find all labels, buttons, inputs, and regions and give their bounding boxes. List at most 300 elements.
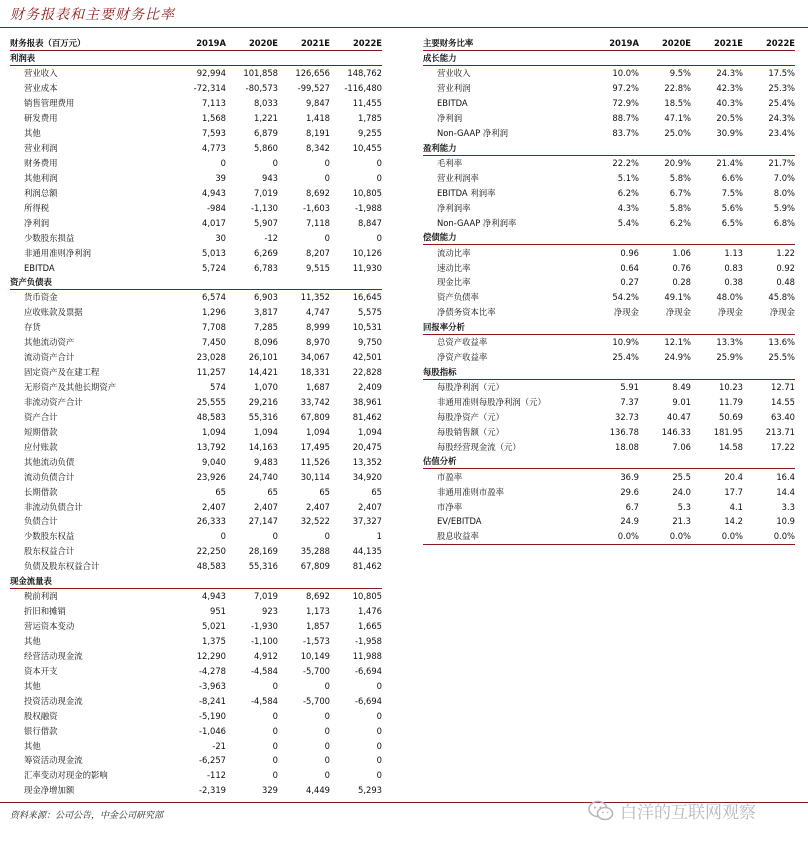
table-row [10,215,382,230]
row-label: 毛利率 [437,157,463,168]
table-cell: 17.5% [768,68,795,79]
table-cell: 4,773 [202,143,226,154]
table-cell: -72,314 [193,83,226,94]
table-cell: 67,809 [300,411,330,422]
table-cell: -1,603 [303,202,330,213]
table-row [10,589,382,604]
table-cell: 0.64 [620,262,639,273]
table-cell: 72.9% [612,98,639,109]
row-label: Non-GAAP 净利润 [437,128,509,139]
table-cell: 25.9% [716,352,743,363]
row-label: 其他 [24,740,41,751]
row-label: 非流动负债合计 [24,501,83,512]
table-cell: 4,017 [202,217,226,228]
table-cell: 7,118 [306,217,330,228]
table-cell: 9,847 [306,98,330,109]
table-cell: 65 [267,486,278,497]
table-row [10,514,382,529]
row-label: 非通用准则每股净利润（元） [437,396,546,407]
table-cell: 9,515 [306,262,330,273]
row-label: 其他 [24,680,41,691]
table-cell: 5.8% [669,172,691,183]
section-header [423,141,795,156]
table-cell: 7,708 [202,322,226,333]
row-label: 折旧和摊销 [24,606,66,617]
table-cell: 48,583 [196,561,226,572]
table-cell: 5,293 [358,785,382,796]
row-label: 营业利润率 [437,172,479,183]
table-row [10,81,382,96]
table-cell: 27,147 [248,516,278,527]
table-cell: 1,375 [202,635,226,646]
table-cell: 4,943 [202,187,226,198]
table-cell: 14.2 [724,516,743,527]
table-cell: 13,792 [196,441,226,452]
table-cell: 6,783 [254,262,278,273]
table-cell: 54.2% [612,292,639,303]
table-cell: 6.7 [625,501,639,512]
table-cell: 11,988 [352,650,382,661]
table-cell: 34,067 [300,352,330,363]
table-cell: 24.9 [620,516,639,527]
table-cell: 9.5% [669,68,691,79]
table-cell: 6,574 [202,292,226,303]
table-cell: 7,450 [202,337,226,348]
table-row [423,96,795,111]
row-label: 总资产收益率 [437,337,488,348]
table-row [10,260,382,275]
table-cell: 1.06 [672,247,691,258]
row-label: 营业成本 [24,83,58,94]
table-cell: 0.38 [724,277,743,288]
section-label: 偿债能力 [423,232,457,243]
table-row [10,454,382,469]
table-row [10,126,382,141]
table-cell: 9,483 [254,456,278,467]
table-cell: 9,255 [358,128,382,139]
table-cell: 13.3% [716,337,743,348]
section-label: 估值分析 [423,456,457,467]
table-cell: 63.40 [771,411,795,422]
row-label: 少数股东损益 [24,232,75,243]
table-cell: 49.1% [664,292,691,303]
row-label: 每股净资产（元） [437,411,504,422]
table-row [10,484,382,499]
table-row [10,678,382,693]
row-label: 应收账款及票据 [24,307,83,318]
table-cell: 3,817 [254,307,278,318]
table-cell: 0.76 [672,262,691,273]
row-label: 股权融资 [24,710,58,721]
row-label: 其他利润 [24,172,58,183]
table-cell: 42.3% [716,83,743,94]
table-cell: 0 [376,725,382,736]
section-label: 每股指标 [423,366,457,377]
row-label: 筹资活动现金流 [24,755,83,766]
table-cell: 24,740 [248,471,278,482]
row-label: 销售管理费用 [24,98,75,109]
table-cell: 8,847 [358,217,382,228]
row-label: 股息收益率 [437,531,479,542]
table-cell: 26,333 [196,516,226,527]
table-cell: 9,750 [358,337,382,348]
table-cell: -5,700 [303,695,330,706]
table-cell: 净现金 [717,307,743,318]
table-row [423,245,795,260]
table-cell: 25.4% [768,98,795,109]
table-row [10,768,382,783]
table-row [10,648,382,663]
table-cell: 25.5% [768,352,795,363]
table-row [10,424,382,439]
table-cell: 0 [324,680,330,691]
table-cell: -99,527 [297,83,330,94]
table-cell: 81,462 [352,411,382,422]
row-label: 营业利润 [24,143,58,154]
table-cell: 8,970 [306,337,330,348]
table-cell: -6,694 [355,665,382,676]
table-cell: -1,958 [355,635,382,646]
table-cell: 21.3 [672,516,691,527]
table-cell: 6.6% [721,172,743,183]
table-cell: 25.0% [664,128,691,139]
table-cell: 40.3% [716,98,743,109]
row-label: 利润总额 [24,187,58,198]
table-cell: 6,879 [254,128,278,139]
row-label: 现金净增加额 [24,785,75,796]
table-cell: 28,169 [248,546,278,557]
table-row [10,559,382,574]
table-cell: 10.9% [612,337,639,348]
row-label: 净利润 [437,113,463,124]
table-cell: 2,407 [254,501,278,512]
table-cell: 25.3% [768,83,795,94]
table-cell: 4,912 [254,650,278,661]
table-cell: 1,857 [306,621,330,632]
row-label: 营业利润 [437,83,471,94]
table-cell: 12.1% [664,337,691,348]
table-row [423,81,795,96]
table-cell: 5.3 [677,501,691,512]
table-cell: 10,531 [352,322,382,333]
row-label: 银行借款 [24,725,58,736]
table-cell: 0 [324,172,330,183]
table-cell: 5,907 [254,217,278,228]
table-cell: 7,285 [254,322,278,333]
table-cell: 18,331 [300,367,330,378]
row-label: 现金比率 [437,277,471,288]
row-label: Non-GAAP 净利润率 [437,217,517,228]
table-header [423,36,795,51]
table-cell: 181.95 [713,426,743,437]
table-cell: 24.9% [664,352,691,363]
table-cell: 14.58 [719,441,743,452]
table-cell: 1,476 [358,606,382,617]
table-cell: 23,028 [196,352,226,363]
table-cell: 55,316 [248,411,278,422]
table-cell: 0 [324,531,330,542]
row-label: 其他 [24,128,41,139]
table-row [10,245,382,260]
table-cell: 3.3 [781,501,795,512]
table-row [423,424,795,439]
table-cell: 24.0 [672,486,691,497]
table-cell: 0 [376,680,382,691]
table-row [423,350,795,365]
table-cell: 14,421 [248,367,278,378]
table-cell: 10,126 [352,247,382,258]
table-cell: 5,724 [202,262,226,273]
table-cell: 951 [210,606,226,617]
row-label: 净资产收益率 [437,352,488,363]
table-cell: 10,805 [352,187,382,198]
row-label: 股东权益合计 [24,546,75,557]
table-cell: 0.92 [776,262,795,273]
table-cell: 5.8% [669,202,691,213]
section-label: 回报率分析 [423,321,465,332]
row-label: 负债及股东权益合计 [24,561,100,572]
table-cell: 136.78 [609,426,639,437]
table-row [10,66,382,81]
row-label: 所得税 [24,202,50,213]
table-cell: 1.22 [776,247,795,258]
table-cell: 8,096 [254,337,278,348]
table-cell: 0.83 [724,262,743,273]
watermark [588,798,756,823]
section-label: 资产负债表 [10,276,52,287]
table-cell: 21.7% [768,157,795,168]
table-row [10,663,382,678]
table-cell: -984 [206,202,226,213]
table-cell: 6.2% [669,217,691,228]
table-cell: 0.0% [617,531,639,542]
table-cell: -12 [264,232,278,243]
table-cell: 7.37 [620,396,639,407]
table-bottom-rule [423,544,795,545]
table-row [423,335,795,350]
table-cell: 24.3% [768,113,795,124]
row-label: 资产合计 [24,411,58,422]
table-cell: 18.5% [664,98,691,109]
table-cell: 67,809 [300,561,330,572]
table-cell: 0 [376,710,382,721]
table-cell: -4,584 [251,695,278,706]
table-row [423,514,795,529]
table-cell: 净现金 [769,307,795,318]
table-cell: 0 [272,710,278,721]
table-cell: 5.6% [721,202,743,213]
table-cell: 0.27 [620,277,639,288]
table-cell: 8,999 [306,322,330,333]
table-cell: 0 [324,232,330,243]
table-cell: 4,943 [202,591,226,602]
row-label: 流动比率 [437,247,471,258]
table-cell: 8,342 [306,143,330,154]
table-cell: 34,920 [352,471,382,482]
table-cell: 0 [324,710,330,721]
row-label: EBITDA [437,98,468,109]
table-cell: 5,575 [358,307,382,318]
row-label: 固定资产及在建工程 [24,367,100,378]
section-header [423,454,795,469]
table-cell: 13,352 [352,456,382,467]
table-row [10,156,382,171]
table-cell: 1,665 [358,621,382,632]
table-cell: 0 [324,740,330,751]
table-cell: 8.0% [773,187,795,198]
table-cell: 0 [324,755,330,766]
table-cell: -6,694 [355,695,382,706]
row-label: 流动负债合计 [24,471,75,482]
table-cell: 55,316 [248,561,278,572]
table-cell: 6.5% [721,217,743,228]
table-cell: 16.4 [776,471,795,482]
table-cell: 0.28 [672,277,691,288]
table-cell: 10.9 [776,516,795,527]
table-cell: 8,207 [306,247,330,258]
table-row [10,738,382,753]
table-cell: 11,455 [352,98,382,109]
table-row [10,395,382,410]
row-label: 流动资产合计 [24,352,75,363]
table-cell: 42,501 [352,352,382,363]
table-cell: 30.9% [716,128,743,139]
table-header [10,36,382,51]
row-label: 营运资本变动 [24,621,75,632]
row-label: 每股销售额（元） [437,426,504,437]
table-cell: 4,449 [306,785,330,796]
table-row [423,469,795,484]
table-cell: 5.1% [617,172,639,183]
table-cell: 6.2% [617,187,639,198]
table-cell: 6,269 [254,247,278,258]
table-cell: 29.6 [620,486,639,497]
table-row [10,619,382,634]
table-cell: 30,114 [300,471,330,482]
table-cell: 1,568 [202,113,226,124]
table-cell: 8,692 [306,591,330,602]
year-column-header: 2022E [765,37,795,48]
row-label: 非通用准则市盈率 [437,486,504,497]
table-cell: 0 [376,740,382,751]
table-row [423,275,795,290]
table-row [423,185,795,200]
table-cell: 10,455 [352,143,382,154]
section-label: 利润表 [10,52,36,63]
table-cell: 4.1 [729,501,743,512]
table-cell: 6,903 [254,292,278,303]
table-cell: 0 [376,232,382,243]
table-cell: 48.0% [716,292,743,303]
table-cell: 0 [272,680,278,691]
table-cell: 5,013 [202,247,226,258]
table-cell: 17.7 [724,486,743,497]
table-cell: -1,988 [355,202,382,213]
table-cell: 37,327 [352,516,382,527]
year-column-header: 2020E [248,37,278,48]
table-row [10,529,382,544]
row-label: 市净率 [437,501,463,512]
table-row [10,604,382,619]
table-cell: 2,409 [358,382,382,393]
table-row [423,499,795,514]
table-cell: 20,475 [352,441,382,452]
table-cell: 16,645 [352,292,382,303]
table-cell: 8,033 [254,98,278,109]
table-cell: 10,805 [352,591,382,602]
table-cell: 6.8% [773,217,795,228]
table-cell: 22.8% [664,83,691,94]
row-label: 资本开支 [24,665,58,676]
table-cell: 92,994 [196,68,226,79]
section-header [423,365,795,380]
table-row [10,753,382,768]
row-label: 财务费用 [24,157,58,168]
table-cell: 20.9% [664,157,691,168]
table-cell: -4,584 [251,665,278,676]
table-row [10,200,382,215]
table-cell: 0 [324,157,330,168]
table-cell: 4,747 [306,307,330,318]
table-cell: 1,070 [254,382,278,393]
table-cell: 97.2% [612,83,639,94]
row-label: 市盈率 [437,471,463,482]
table-row [10,380,382,395]
title-divider [0,27,808,28]
table-cell: 81,462 [352,561,382,572]
section-header [10,51,382,66]
table-row [423,215,795,230]
table-row [10,409,382,424]
row-label: 非通用准则净利润 [24,247,91,258]
table-cell: 88.7% [612,113,639,124]
table-cell: 10.23 [719,382,743,393]
section-header [10,574,382,589]
table-cell: 8,692 [306,187,330,198]
row-label: 每股净利润（元） [437,382,504,393]
table-cell: 净现金 [665,307,691,318]
table-cell: 0 [376,157,382,168]
table-cell: 33,742 [300,396,330,407]
table-cell: 26,101 [248,352,278,363]
table-row [423,260,795,275]
row-label: EBITDA 利润率 [437,187,496,198]
row-label: 税前利润 [24,591,58,602]
row-label: EV/EBITDA [437,516,482,527]
table-cell: 10,149 [300,650,330,661]
table-cell: 20.4 [724,471,743,482]
table-cell: 7.0% [773,172,795,183]
table-cell: 32,522 [300,516,330,527]
table-cell: 11,352 [300,292,330,303]
table-row [10,170,382,185]
table-row [10,499,382,514]
table-row [423,126,795,141]
table-cell: 1,785 [358,113,382,124]
row-label: 净利润率 [437,202,471,213]
table-row [10,783,382,798]
table-cell: 65 [371,486,382,497]
table-cell: 1,094 [202,426,226,437]
row-label: 应付账款 [24,441,58,452]
table-cell: 101,858 [243,68,278,79]
table-cell: 21.4% [716,157,743,168]
table-row [10,290,382,305]
table-row [10,335,382,350]
section-header [423,320,795,335]
table-cell: 1 [376,531,382,542]
table-cell: 38,961 [352,396,382,407]
